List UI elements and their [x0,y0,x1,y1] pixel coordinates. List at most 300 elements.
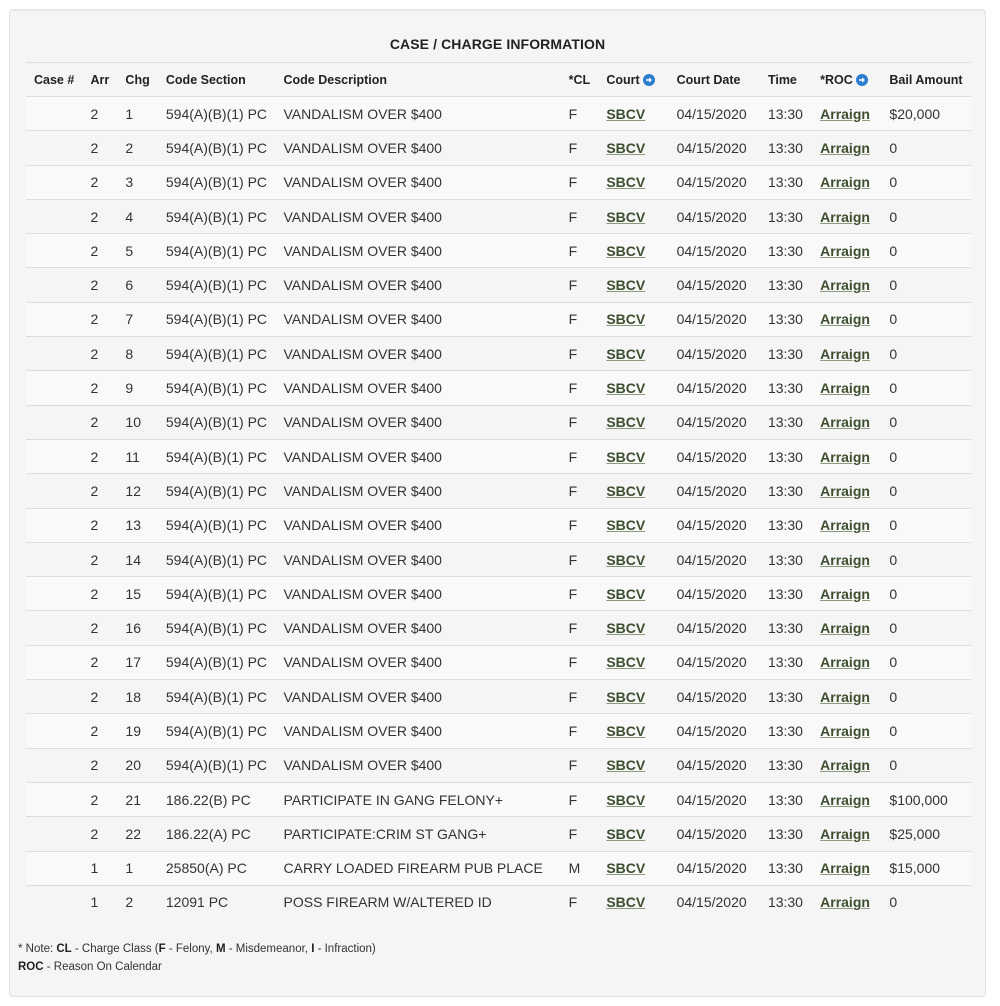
cell-bail-amount: 0 [881,131,971,165]
cell-charge-class: F [561,577,599,611]
cell-time: 13:30 [760,508,812,542]
cell-chg: 11 [117,439,157,473]
cell-court-date: 04/15/2020 [669,131,760,165]
cell-roc [812,714,881,748]
cell-bail-amount: 0 [881,337,971,371]
table-row [26,337,971,371]
cell-bail-amount: 0 [881,611,971,645]
cell-court-date: 04/15/2020 [669,337,760,371]
cell-arr: 2 [83,611,118,645]
cell-time: 13:30 [760,714,812,748]
table-notes [18,940,376,976]
cell-chg: 13 [117,508,157,542]
table-row [26,474,971,508]
cell-bail-amount: 0 [881,885,971,919]
cell-chg: 18 [117,680,157,714]
cell-bail-amount: 0 [881,234,971,268]
cell-charge-class: F [561,165,599,199]
table-row [26,748,971,782]
cell-roc [812,542,881,576]
cell-code-section: 594(A)(B)(1) PC [158,302,276,336]
cell-roc [812,508,881,542]
court-link[interactable]: SBCV [606,722,646,739]
cell-case-number [26,645,83,679]
court-link[interactable]: SBCV [606,894,646,911]
cell-code-description: VANDALISM OVER $400 [276,199,561,233]
roc-link[interactable]: Arraign [820,894,870,911]
cell-charge-class: F [561,234,599,268]
cell-code-description: VANDALISM OVER $400 [276,680,561,714]
cell-court [598,508,668,542]
cell-arr: 2 [83,302,118,336]
cell-chg: 15 [117,577,157,611]
header-roc [812,63,881,97]
cell-code-section: 594(A)(B)(1) PC [158,405,276,439]
cell-case-number [26,474,83,508]
cell-charge-class: F [561,714,599,748]
cell-roc [812,817,881,851]
table-row [26,542,971,576]
header-court-label: Court [606,72,640,87]
cell-chg: 22 [117,817,157,851]
roc-link[interactable]: Arraign [820,482,870,499]
cell-arr: 2 [83,234,118,268]
cell-code-description: VANDALISM OVER $400 [276,405,561,439]
cell-court [598,782,668,816]
court-link[interactable]: SBCV [606,208,646,225]
cell-court-date: 04/15/2020 [669,817,760,851]
cell-case-number [26,577,83,611]
table-row [26,782,971,816]
court-link[interactable]: SBCV [606,551,646,568]
case-charge-panel [9,9,986,997]
court-link[interactable]: SBCV [606,414,646,431]
roc-link[interactable]: Arraign [820,585,870,602]
roc-link[interactable]: Arraign [820,139,870,156]
cell-bail-amount: $25,000 [881,817,971,851]
cell-chg: 4 [117,199,157,233]
cell-case-number [26,611,83,645]
cell-roc [812,439,881,473]
court-link[interactable]: SBCV [606,174,646,191]
cell-case-number [26,885,83,919]
cell-roc [812,577,881,611]
cell-bail-amount: 0 [881,714,971,748]
header-time: Time [760,63,812,97]
cell-time: 13:30 [760,439,812,473]
cell-code-description: CARRY LOADED FIREARM PUB PLACE [276,851,561,885]
cell-bail-amount: 0 [881,268,971,302]
cell-code-description: VANDALISM OVER $400 [276,337,561,371]
header-court-date: Court Date [669,63,760,97]
cell-bail-amount: $100,000 [881,782,971,816]
cell-charge-class: F [561,268,599,302]
cell-code-description: VANDALISM OVER $400 [276,611,561,645]
cell-time: 13:30 [760,199,812,233]
cell-time: 13:30 [760,542,812,576]
cell-court [598,817,668,851]
cell-court-date: 04/15/2020 [669,508,760,542]
cell-charge-class: F [561,337,599,371]
cell-time: 13:30 [760,851,812,885]
cell-case-number [26,131,83,165]
court-link[interactable]: SBCV [606,620,646,637]
cell-court [598,680,668,714]
cell-arr: 2 [83,542,118,576]
cell-arr: 2 [83,817,118,851]
cell-case-number [26,371,83,405]
court-link[interactable]: SBCV [606,345,646,362]
cell-court-date: 04/15/2020 [669,782,760,816]
cell-time: 13:30 [760,165,812,199]
cell-code-description: VANDALISM OVER $400 [276,474,561,508]
cell-court [598,439,668,473]
roc-link[interactable]: Arraign [820,722,870,739]
cell-case-number [26,680,83,714]
cell-roc [812,234,881,268]
court-link[interactable]: SBCV [606,311,646,328]
cell-charge-class: F [561,199,599,233]
note-charge-class: * Note: CL - Charge Class (F - Felony, M - Misdemeanor, I - Infraction) [18,943,376,955]
cell-bail-amount: 0 [881,165,971,199]
cell-court-date: 04/15/2020 [669,680,760,714]
table-row [26,645,971,679]
table-row [26,508,971,542]
cell-bail-amount: 0 [881,474,971,508]
cell-code-section: 594(A)(B)(1) PC [158,474,276,508]
cell-court [598,611,668,645]
cell-court-date: 04/15/2020 [669,268,760,302]
roc-link[interactable]: Arraign [820,345,870,362]
cell-code-section: 594(A)(B)(1) PC [158,577,276,611]
roc-link[interactable]: Arraign [820,380,870,397]
note-roc: ROC - Reason On Calendar [18,961,162,973]
header-charge-class: *CL [561,63,599,97]
cell-court-date: 04/15/2020 [669,748,760,782]
cell-court-date: 04/15/2020 [669,645,760,679]
cell-chg: 3 [117,165,157,199]
cell-case-number [26,439,83,473]
court-link[interactable]: SBCV [606,105,646,122]
cell-court-date: 04/15/2020 [669,165,760,199]
cell-code-section: 186.22(A) PC [158,817,276,851]
header-chg: Chg [117,63,157,97]
cell-court-date: 04/15/2020 [669,851,760,885]
cell-case-number [26,542,83,576]
roc-link[interactable]: Arraign [820,825,870,842]
cell-code-description: VANDALISM OVER $400 [276,714,561,748]
cell-court [598,577,668,611]
cell-code-section: 594(A)(B)(1) PC [158,131,276,165]
cell-arr: 2 [83,405,118,439]
cell-code-section: 12091 PC [158,885,276,919]
cell-bail-amount: 0 [881,542,971,576]
cell-arr: 2 [83,508,118,542]
cell-court [598,371,668,405]
cell-court-date: 04/15/2020 [669,234,760,268]
cell-roc [812,782,881,816]
cell-code-description: PARTICIPATE IN GANG FELONY+ [276,782,561,816]
cell-bail-amount: 0 [881,680,971,714]
cell-bail-amount: 0 [881,577,971,611]
table-row [26,885,971,919]
roc-link[interactable]: Arraign [820,791,870,808]
roc-link[interactable]: Arraign [820,757,870,774]
cell-case-number [26,851,83,885]
header-code-description: Code Description [276,63,561,97]
cell-code-section: 594(A)(B)(1) PC [158,645,276,679]
cell-case-number [26,234,83,268]
cell-court [598,405,668,439]
cell-bail-amount: 0 [881,508,971,542]
cell-court-date: 04/15/2020 [669,439,760,473]
cell-charge-class: F [561,748,599,782]
cell-arr: 2 [83,748,118,782]
cell-time: 13:30 [760,817,812,851]
cell-bail-amount: $20,000 [881,97,971,131]
table-row [26,131,971,165]
roc-link[interactable]: Arraign [820,105,870,122]
cell-code-section: 594(A)(B)(1) PC [158,165,276,199]
cell-time: 13:30 [760,337,812,371]
cell-chg: 2 [117,885,157,919]
cell-bail-amount: 0 [881,645,971,679]
cell-time: 13:30 [760,577,812,611]
cell-roc [812,680,881,714]
cell-chg: 7 [117,302,157,336]
cell-arr: 1 [83,885,118,919]
cell-code-section: 594(A)(B)(1) PC [158,714,276,748]
court-link[interactable]: SBCV [606,448,646,465]
cell-court-date: 04/15/2020 [669,542,760,576]
cell-time: 13:30 [760,782,812,816]
cell-charge-class: F [561,371,599,405]
cell-roc [812,851,881,885]
cell-arr: 2 [83,577,118,611]
cell-time: 13:30 [760,97,812,131]
cell-charge-class: F [561,474,599,508]
panel-title: CASE / CHARGE INFORMATION [389,36,606,52]
cell-code-description: VANDALISM OVER $400 [276,577,561,611]
court-link[interactable]: SBCV [606,791,646,808]
cell-roc [812,748,881,782]
cell-bail-amount: 0 [881,748,971,782]
header-code-section: Code Section [158,63,276,97]
cell-roc [812,474,881,508]
cell-case-number [26,97,83,131]
cell-charge-class: F [561,611,599,645]
cell-time: 13:30 [760,302,812,336]
roc-link[interactable]: Arraign [820,242,870,259]
cell-code-description: VANDALISM OVER $400 [276,97,561,131]
cell-court [598,337,668,371]
cell-roc [812,131,881,165]
cell-code-description: VANDALISM OVER $400 [276,542,561,576]
cell-arr: 2 [83,165,118,199]
court-link[interactable]: SBCV [606,688,646,705]
cell-court-date: 04/15/2020 [669,199,760,233]
cell-arr: 2 [83,782,118,816]
cell-court [598,885,668,919]
cell-code-description: VANDALISM OVER $400 [276,645,561,679]
cell-code-description: VANDALISM OVER $400 [276,268,561,302]
cell-arr: 2 [83,268,118,302]
cell-court-date: 04/15/2020 [669,371,760,405]
cell-charge-class: M [561,851,599,885]
cell-court [598,131,668,165]
cell-charge-class: F [561,782,599,816]
cell-charge-class: F [561,817,599,851]
court-info-arrow-icon[interactable] [643,74,655,86]
cell-case-number [26,748,83,782]
cell-arr: 2 [83,371,118,405]
roc-link[interactable]: Arraign [820,448,870,465]
cell-bail-amount: 0 [881,405,971,439]
cell-code-section: 594(A)(B)(1) PC [158,508,276,542]
cell-roc [812,268,881,302]
cell-chg: 1 [117,851,157,885]
cell-chg: 5 [117,234,157,268]
cell-charge-class: F [561,542,599,576]
roc-link[interactable]: Arraign [820,311,870,328]
cell-chg: 6 [117,268,157,302]
cell-charge-class: F [561,97,599,131]
cell-arr: 2 [83,97,118,131]
cell-roc [812,371,881,405]
cell-roc [812,885,881,919]
court-link[interactable]: SBCV [606,139,646,156]
cell-court [598,542,668,576]
cell-charge-class: F [561,680,599,714]
cell-time: 13:30 [760,474,812,508]
cell-code-section: 594(A)(B)(1) PC [158,234,276,268]
roc-link[interactable]: Arraign [820,174,870,191]
cell-chg: 10 [117,405,157,439]
cell-code-section: 594(A)(B)(1) PC [158,439,276,473]
cell-bail-amount: 0 [881,371,971,405]
cell-case-number [26,302,83,336]
table-row [26,439,971,473]
court-link[interactable]: SBCV [606,242,646,259]
cell-court-date: 04/15/2020 [669,474,760,508]
court-link[interactable]: SBCV [606,585,646,602]
cell-code-section: 594(A)(B)(1) PC [158,97,276,131]
roc-link[interactable]: Arraign [820,414,870,431]
cell-court-date: 04/15/2020 [669,714,760,748]
cell-bail-amount: 0 [881,302,971,336]
cell-case-number [26,508,83,542]
court-link[interactable]: SBCV [606,482,646,499]
cell-code-section: 594(A)(B)(1) PC [158,748,276,782]
cell-case-number [26,714,83,748]
cell-court [598,748,668,782]
cell-chg: 21 [117,782,157,816]
roc-info-arrow-icon[interactable] [856,74,868,86]
cell-code-section: 594(A)(B)(1) PC [158,268,276,302]
roc-link[interactable]: Arraign [820,620,870,637]
roc-link[interactable]: Arraign [820,551,870,568]
cell-chg: 9 [117,371,157,405]
cell-court-date: 04/15/2020 [669,97,760,131]
cell-court [598,199,668,233]
roc-link[interactable]: Arraign [820,860,870,877]
cell-code-section: 25850(A) PC [158,851,276,885]
cell-chg: 2 [117,131,157,165]
cell-code-section: 186.22(B) PC [158,782,276,816]
roc-link[interactable]: Arraign [820,688,870,705]
table-row [26,851,971,885]
cell-code-description: VANDALISM OVER $400 [276,508,561,542]
cell-chg: 14 [117,542,157,576]
cell-case-number [26,268,83,302]
cell-code-section: 594(A)(B)(1) PC [158,611,276,645]
cell-chg: 8 [117,337,157,371]
roc-link[interactable]: Arraign [820,277,870,294]
cell-roc [812,302,881,336]
cell-arr: 2 [83,680,118,714]
cell-court [598,165,668,199]
cell-code-section: 594(A)(B)(1) PC [158,680,276,714]
header-arr: Arr [83,63,118,97]
cell-roc [812,611,881,645]
cell-charge-class: F [561,405,599,439]
table-row [26,268,971,302]
cell-charge-class: F [561,508,599,542]
table-row [26,302,971,336]
cell-court [598,302,668,336]
cell-charge-class: F [561,885,599,919]
cell-arr: 2 [83,337,118,371]
table-row [26,234,971,268]
cell-court [598,645,668,679]
roc-link[interactable]: Arraign [820,208,870,225]
cell-time: 13:30 [760,748,812,782]
table-row [26,680,971,714]
cell-arr: 2 [83,131,118,165]
cell-code-description: PARTICIPATE:CRIM ST GANG+ [276,817,561,851]
cell-court [598,97,668,131]
cell-roc [812,645,881,679]
cell-code-description: VANDALISM OVER $400 [276,439,561,473]
cell-court-date: 04/15/2020 [669,577,760,611]
table-row [26,405,971,439]
cell-court-date: 04/15/2020 [669,885,760,919]
cell-charge-class: F [561,645,599,679]
court-link[interactable]: SBCV [606,277,646,294]
roc-link[interactable]: Arraign [820,517,870,534]
cell-code-description: VANDALISM OVER $400 [276,371,561,405]
cell-code-description: POSS FIREARM W/ALTERED ID [276,885,561,919]
cell-charge-class: F [561,439,599,473]
cell-roc [812,165,881,199]
court-link[interactable]: SBCV [606,860,646,877]
court-link[interactable]: SBCV [606,380,646,397]
cell-court [598,474,668,508]
roc-link[interactable]: Arraign [820,654,870,671]
court-link[interactable]: SBCV [606,825,646,842]
court-link[interactable]: SBCV [606,517,646,534]
cell-case-number [26,782,83,816]
cell-code-description: VANDALISM OVER $400 [276,302,561,336]
court-link[interactable]: SBCV [606,757,646,774]
table-row [26,611,971,645]
cell-case-number [26,199,83,233]
cell-time: 13:30 [760,645,812,679]
cell-chg: 16 [117,611,157,645]
court-link[interactable]: SBCV [606,654,646,671]
cell-chg: 12 [117,474,157,508]
cell-time: 13:30 [760,268,812,302]
